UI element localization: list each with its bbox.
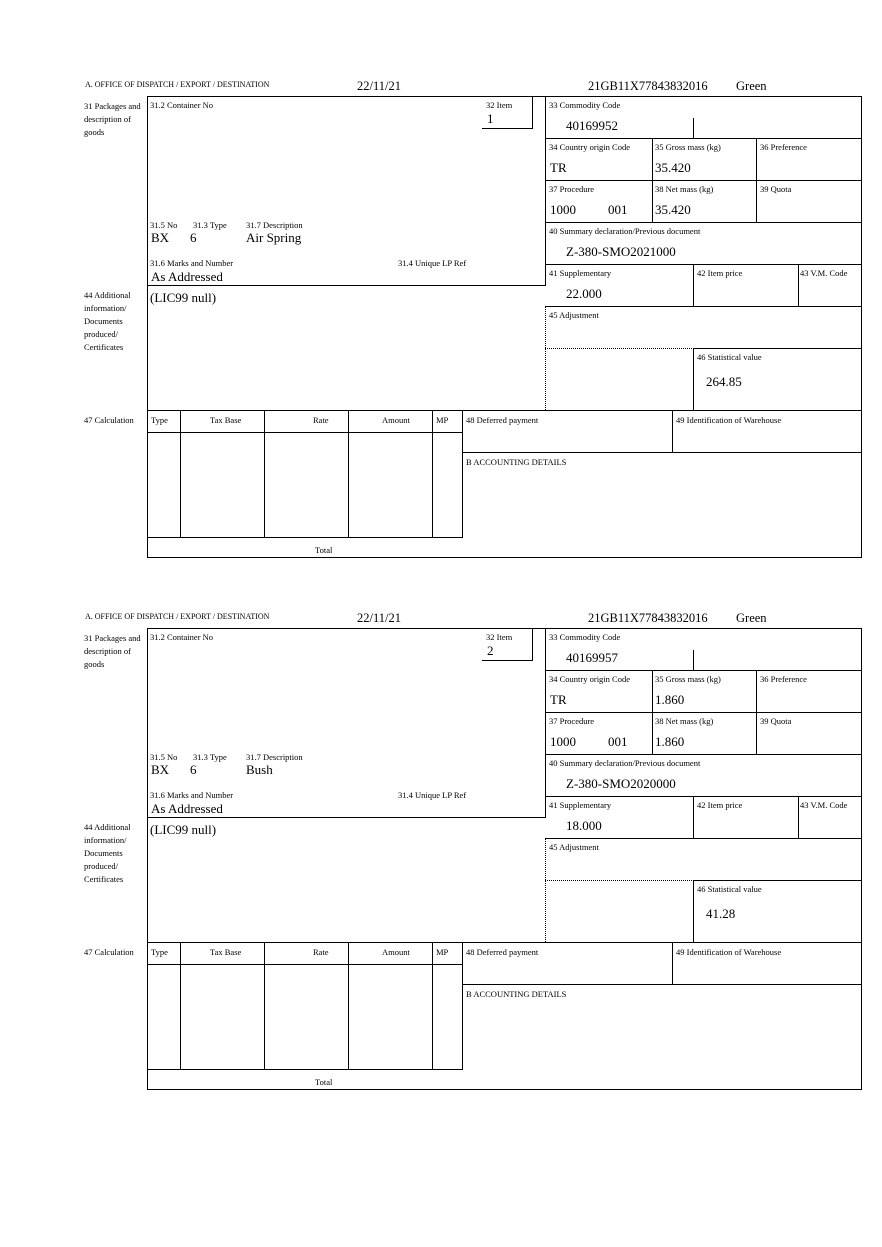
statistical-value-value: 264.85 [706,374,742,389]
marks-label: 31.6 Marks and Number [150,258,234,268]
declaration-form-1 [0,70,882,555]
item-price-label: 42 Item price [697,268,743,278]
gross-mass-label: 35 Gross mass (kg) [655,674,721,684]
calc-amount-header: Amount [382,947,410,957]
deferred-payment-label: 48 Deferred payment [466,947,539,957]
additional-info-value: (LIC99 null) [150,822,217,837]
calc-tax-base-header: Tax Base [210,415,242,425]
commodity-code-value: 40169952 [566,118,618,133]
gross-mass-label: 35 Gross mass (kg) [655,142,721,152]
warehouse-label: 49 Identification of Warehouse [676,947,782,957]
pkg-desc-value: Bush [246,762,273,777]
gross-mass-value: 35.420 [655,160,691,175]
total-label: Total [315,1077,333,1087]
adjustment-label: 45 Adjustment [549,842,599,852]
procedure-sub-value: 001 [608,202,628,217]
country-origin-value: TR [550,692,567,707]
net-mass-value: 1.860 [655,734,685,749]
net-mass-value: 35.420 [655,202,691,217]
adjustment-label: 45 Adjustment [549,310,599,320]
additional-info-label: 44 Additional information/ Documents produced/ Certificates [84,822,131,884]
declaration-date: 22/11/21 [357,611,401,625]
declaration-reference: 21GB11X77843832016 [588,611,708,625]
supplementary-value: 22.000 [566,286,602,301]
route-status: Green [736,79,767,93]
office-label: A. OFFICE OF DISPATCH / EXPORT / DESTINATION [85,80,270,89]
vm-code-label: 43 V.M. Code [800,268,848,278]
pkg-desc-label: 31.7 Description [246,220,303,230]
accounting-label: B ACCOUNTING DETAILS [466,989,567,999]
pkg-type-label: 31.3 Type [193,752,227,762]
calc-mp-header: MP [436,947,449,957]
quota-label: 39 Quota [760,184,792,194]
item-value: 1 [487,111,494,126]
commodity-code-label: 33 Commodity Code [549,632,621,642]
additional-info-label: 44 Additional information/ Documents produced/ Certificates [84,290,131,352]
quota-label: 39 Quota [760,716,792,726]
preference-label: 36 Preference [760,142,807,152]
procedure-value: 1000 [550,734,576,749]
unique-lp-label: 31.4 Unique LP Ref [398,258,467,268]
commodity-code-label: 33 Commodity Code [549,100,621,110]
country-origin-label: 34 Country origin Code [549,142,630,152]
statistical-value-value: 41.28 [706,906,736,921]
pkg-desc-value: Air Spring [246,230,302,245]
packages-label: 31 Packages and description of goods [84,633,141,669]
container-no-label: 31.2 Container No [150,632,214,642]
gross-mass-value: 1.860 [655,692,685,707]
net-mass-label: 38 Net mass (kg) [655,716,714,726]
declaration-reference: 21GB11X77843832016 [588,79,708,93]
declaration-date: 22/11/21 [357,79,401,93]
item-label: 32 Item [486,100,513,110]
item-price-label: 42 Item price [697,800,743,810]
supplementary-value: 18.000 [566,818,602,833]
total-label: Total [315,545,333,555]
marks-value: As Addressed [151,801,223,816]
net-mass-label: 38 Net mass (kg) [655,184,714,194]
preference-label: 36 Preference [760,674,807,684]
marks-label: 31.6 Marks and Number [150,790,234,800]
summary-declaration-label: 40 Summary declaration/Previous document [549,758,701,768]
summary-declaration-value: Z-380-SMO2020000 [566,776,676,791]
pkg-no-label: 31.5 No [150,752,178,762]
pkg-type-label: 31.3 Type [193,220,227,230]
commodity-code-value: 40169957 [566,650,618,665]
country-origin-label: 34 Country origin Code [549,674,630,684]
calc-tax-base-header: Tax Base [210,947,242,957]
supplementary-label: 41 Supplementary [549,800,612,810]
pkg-no-label: 31.5 No [150,220,178,230]
calc-type-header: Type [151,415,168,425]
calc-amount-header: Amount [382,415,410,425]
statistical-value-label: 46 Statistical value [697,884,762,894]
procedure-label: 37 Procedure [549,184,595,194]
calc-rate-header: Rate [313,947,329,957]
deferred-payment-label: 48 Deferred payment [466,415,539,425]
warehouse-label: 49 Identification of Warehouse [676,415,782,425]
route-status: Green [736,611,767,625]
pkg-type-value: 6 [190,762,197,777]
procedure-label: 37 Procedure [549,716,595,726]
container-no-label: 31.2 Container No [150,100,214,110]
item-value: 2 [487,643,494,658]
pkg-no-value: BX [151,230,170,245]
country-origin-value: TR [550,160,567,175]
supplementary-label: 41 Supplementary [549,268,612,278]
office-label: A. OFFICE OF DISPATCH / EXPORT / DESTINATION [85,612,270,621]
procedure-sub-value: 001 [608,734,628,749]
statistical-value-label: 46 Statistical value [697,352,762,362]
vm-code-label: 43 V.M. Code [800,800,848,810]
calc-rate-header: Rate [313,415,329,425]
calc-type-header: Type [151,947,168,957]
summary-declaration-label: 40 Summary declaration/Previous document [549,226,701,236]
summary-declaration-value: Z-380-SMO2021000 [566,244,676,259]
pkg-desc-label: 31.7 Description [246,752,303,762]
declaration-form-2 [0,602,882,1087]
item-label: 32 Item [486,632,513,642]
pkg-no-value: BX [151,762,170,777]
calculation-label: 47 Calculation [84,947,134,957]
packages-label: 31 Packages and description of goods [84,101,141,137]
additional-info-value: (LIC99 null) [150,290,217,305]
calculation-label: 47 Calculation [84,415,134,425]
accounting-label: B ACCOUNTING DETAILS [466,457,567,467]
calc-mp-header: MP [436,415,449,425]
unique-lp-label: 31.4 Unique LP Ref [398,790,467,800]
procedure-value: 1000 [550,202,576,217]
marks-value: As Addressed [151,269,223,284]
pkg-type-value: 6 [190,230,197,245]
